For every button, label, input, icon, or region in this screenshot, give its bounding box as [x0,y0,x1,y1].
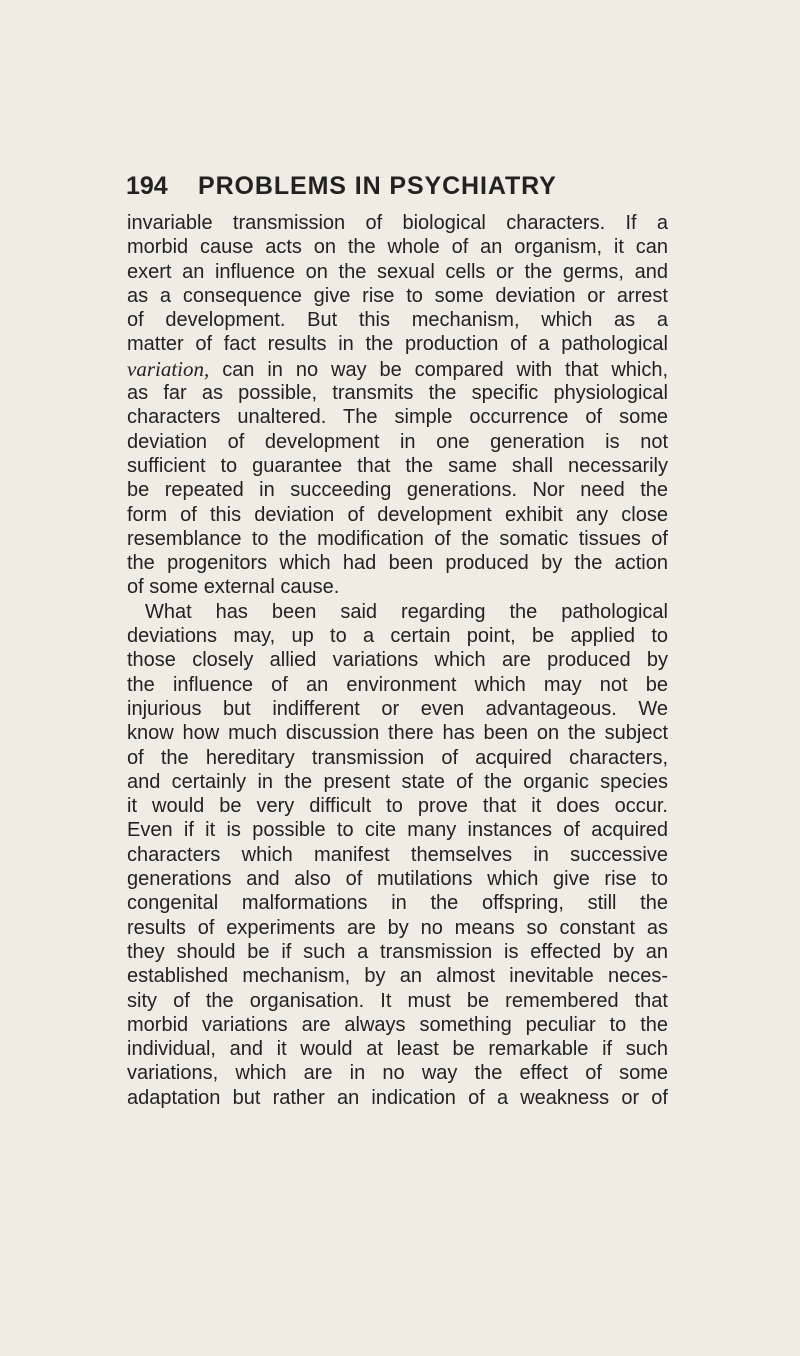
text-line: characters unaltered. The simple occurrence of some [127,406,668,429]
text-line: exert an influence on the sexual cells or the germs, and [127,260,668,283]
text-line: they should be if such a transmission is effected by an [127,940,668,963]
running-title: PROBLEMS IN PSYCHIATRY [198,172,557,200]
text-line: variations, which are in no way the effect of some [127,1062,668,1085]
page-number: 194 [126,172,168,200]
page-header [126,170,686,202]
text-line: results of experiments are by no means so constant as [127,916,668,939]
text-line: established mechanism, by an almost inevitable neces- [127,965,668,988]
text-line: What has been said regarding the pathological [145,600,668,623]
text-line: be repeated in succeeding generations. Nor need the [127,479,668,502]
text-line: form of this deviation of development exhibit any close [127,503,668,526]
text-line: the influence of an environment which may not be [127,673,668,696]
text-line: of some external cause. [127,576,340,599]
text-line: of the hereditary transmission of acquired characters, [127,746,668,769]
text-line: invariable transmission of biological characters. If a [127,212,668,234]
text-line-rest: can in no way be compared with that which, [222,358,668,381]
text-line: the progenitors which had been produced by the action [127,552,668,575]
text-line: morbid variations are always something peculiar to the [127,1013,668,1036]
italic-term: variation, [127,356,210,381]
text-line: congenital malformations in the offspring, still the [127,892,668,915]
text-line: as far as possible, transmits the specific physiological [127,382,668,405]
body-text [127,211,668,1110]
text-line: as a consequence give rise to some deviation or arrest [127,284,668,307]
text-line: Even if it is possible to cite many instances of acquired [127,819,668,842]
text-line: adaptation but rather an indication of a weakness or of [127,1086,668,1109]
text-line: those closely allied variations which are produced by [127,649,668,672]
text-line: generations and also of mutilations which give rise to [127,868,668,891]
text-line: morbid cause acts on the whole of an organism, it can [127,236,668,259]
text-line: know how much discussion there has been on the subject [127,722,668,745]
text-line: and certainly in the present state of the organic species [127,770,668,793]
text-line: sufficient to guarantee that the same shall necessarily [127,454,668,477]
text-line: of development. But this mechanism, which as a [127,309,668,332]
text-line: characters which manifest themselves in successive [127,843,668,866]
text-line: sity of the organisation. It must be remembered that [127,989,668,1012]
text-line: individual, and it would at least be remarkable if such [127,1038,668,1061]
text-line: it would be very difficult to prove that it does occur. [127,795,668,818]
text-line: resemblance to the modification of the somatic tissues of [127,527,668,550]
text-line: matter of fact results in the production of a pathological [127,333,668,356]
text-line: deviation of development in one generation is not [127,430,668,453]
text-line: deviations may, up to a certain point, be applied to [127,625,668,648]
text-line [127,357,668,381]
text-line: injurious but indifferent or even advantageous. We [127,697,668,720]
